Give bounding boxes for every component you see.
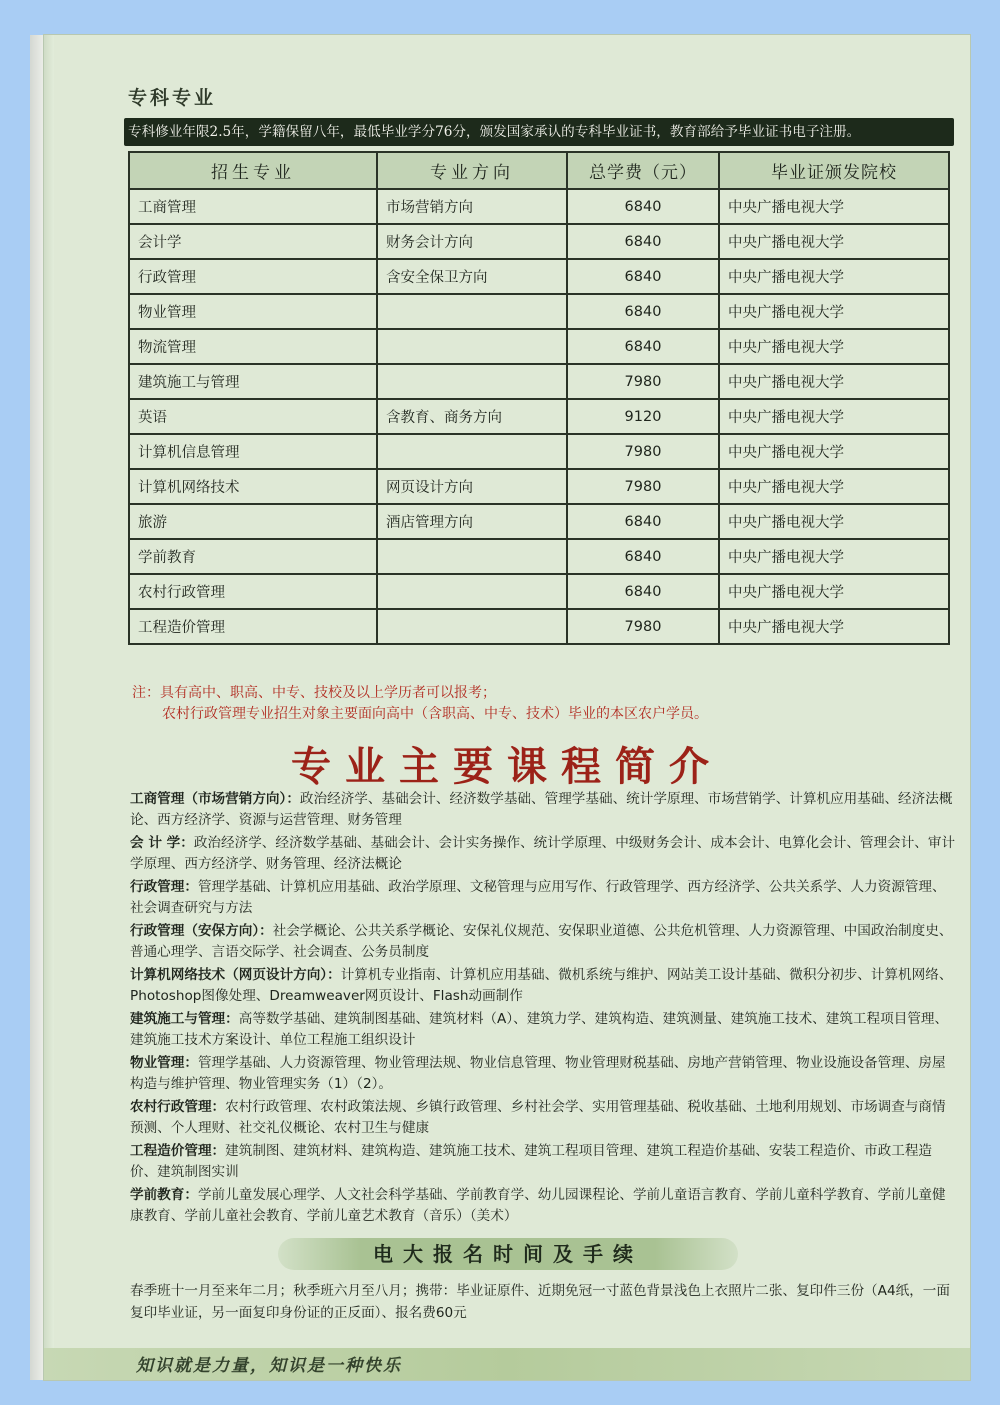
table-row xyxy=(129,609,949,644)
course-major-name: 工程造价管理： xyxy=(130,1143,226,1159)
page-edge-shadow xyxy=(44,35,54,1380)
note-line-1: 注：具有高中、职高、中专、技校及以上学历者可以报考； xyxy=(132,685,496,701)
major-cell: 物业管理 xyxy=(129,294,377,329)
direction-cell xyxy=(377,364,567,399)
tuition-cell: 7980 xyxy=(567,609,719,644)
registration-banner: 电大报名时间及手续 xyxy=(278,1238,738,1270)
issuer-cell: 中央广播电视大学 xyxy=(719,224,949,259)
issuer-cell: 中央广播电视大学 xyxy=(719,259,949,294)
direction-cell: 含教育、商务方向 xyxy=(377,399,567,434)
tuition-cell: 6840 xyxy=(567,294,719,329)
issuer-cell: 中央广播电视大学 xyxy=(719,399,949,434)
direction-cell: 酒店管理方向 xyxy=(377,504,567,539)
major-cell: 农村行政管理 xyxy=(129,574,377,609)
table-row xyxy=(129,364,949,399)
course-major-name: 会 计 学： xyxy=(130,835,194,851)
program-info-bar: 专科修业年限2.5年，学籍保留八年，最低毕业学分76分，颁发国家承认的专科毕业证书，教育部给予毕业证书电子注册。 xyxy=(124,118,954,146)
tuition-cell: 7980 xyxy=(567,364,719,399)
tuition-cell: 6840 xyxy=(567,329,719,364)
major-cell: 会计学 xyxy=(129,224,377,259)
course-item xyxy=(130,1141,958,1183)
header-major: 招生专业 xyxy=(129,152,377,189)
course-list xyxy=(130,789,958,1229)
table-row xyxy=(129,329,949,364)
tuition-cell: 6840 xyxy=(567,539,719,574)
issuer-cell: 中央广播电视大学 xyxy=(719,504,949,539)
course-major-name: 学前教育： xyxy=(130,1187,198,1203)
issuer-cell: 中央广播电视大学 xyxy=(719,329,949,364)
major-cell: 计算机信息管理 xyxy=(129,434,377,469)
direction-cell xyxy=(377,539,567,574)
course-item xyxy=(130,877,958,919)
enrollment-note xyxy=(132,683,952,725)
direction-cell: 财务会计方向 xyxy=(377,224,567,259)
major-cell: 工商管理 xyxy=(129,189,377,224)
course-major-name: 农村行政管理： xyxy=(130,1099,226,1115)
table-row xyxy=(129,504,949,539)
tuition-cell: 7980 xyxy=(567,434,719,469)
header-tuition: 总学费（元） xyxy=(567,152,719,189)
issuer-cell: 中央广播电视大学 xyxy=(719,189,949,224)
direction-cell xyxy=(377,434,567,469)
table-row xyxy=(129,434,949,469)
course-description: 建筑制图、建筑材料、建筑构造、建筑施工技术、建筑工程项目管理、建筑工程造价基础、安装工程造价、市政工程造价、建筑制图实训 xyxy=(130,1143,933,1180)
major-cell: 学前教育 xyxy=(129,539,377,574)
major-cell: 工程造价管理 xyxy=(129,609,377,644)
header-direction: 专业方向 xyxy=(377,152,567,189)
tuition-cell: 6840 xyxy=(567,224,719,259)
major-cell: 行政管理 xyxy=(129,259,377,294)
course-item xyxy=(130,965,958,1007)
issuer-cell: 中央广播电视大学 xyxy=(719,294,949,329)
direction-cell: 市场营销方向 xyxy=(377,189,567,224)
course-description: 政治经济学、经济数学基础、基础会计、会计实务操作、统计学原理、中级财务会计、成本会计、电算化会计、管理会计、审计学原理、西方经济学、财务管理、经济法概论 xyxy=(130,835,956,872)
majors-table xyxy=(128,151,950,645)
table-row xyxy=(129,469,949,504)
issuer-cell: 中央广播电视大学 xyxy=(719,364,949,399)
course-description: 社会学概论、公共关系学概论、安保礼仪规范、安保职业道德、公共危机管理、人力资源管理、中国政治制度史、普通心理学、言语交际学、社会调查、公务员制度 xyxy=(130,923,953,960)
course-major-name: 工商管理（市场营销方向）： xyxy=(130,791,300,807)
course-item xyxy=(130,921,958,963)
note-line-2: 农村行政管理专业招生对象主要面向高中（含职高、中专、技术）毕业的本区农户学员。 xyxy=(162,706,708,722)
direction-cell xyxy=(377,609,567,644)
tuition-cell: 6840 xyxy=(567,259,719,294)
table-row xyxy=(129,224,949,259)
course-description: 计算机专业指南、计算机应用基础、微机系统与维护、网站美工设计基础、微积分初步、计算机网络、Photoshop图像处理、Dreamweaver网页设计、Flash动画制作 xyxy=(130,967,953,1004)
table-row xyxy=(129,294,949,329)
direction-cell xyxy=(377,574,567,609)
course-item xyxy=(130,1185,958,1227)
course-description: 学前儿童发展心理学、人文社会科学基础、学前教育学、幼儿园课程论、学前儿童语言教育、学前儿童科学教育、学前儿童健康教育、学前儿童社会教育、学前儿童艺术教育（音乐）（美术） xyxy=(130,1187,946,1224)
direction-cell xyxy=(377,294,567,329)
header-issuer: 毕业证颁发院校 xyxy=(719,152,949,189)
page-stack-edge xyxy=(30,35,44,1380)
table-row xyxy=(129,539,949,574)
tuition-cell: 6840 xyxy=(567,189,719,224)
issuer-cell: 中央广播电视大学 xyxy=(719,574,949,609)
course-description: 管理学基础、计算机应用基础、政治学原理、文秘管理与应用写作、行政管理学、西方经济学、公共关系学、人力资源管理、社会调查研究与方法 xyxy=(130,879,946,916)
table-row xyxy=(129,259,949,294)
course-major-name: 行政管理： xyxy=(130,879,198,895)
course-item xyxy=(130,833,958,875)
brochure-page xyxy=(44,35,970,1380)
issuer-cell: 中央广播电视大学 xyxy=(719,609,949,644)
issuer-cell: 中央广播电视大学 xyxy=(719,434,949,469)
table-row xyxy=(129,189,949,224)
major-cell: 计算机网络技术 xyxy=(129,469,377,504)
tuition-cell: 6840 xyxy=(567,574,719,609)
major-cell: 物流管理 xyxy=(129,329,377,364)
course-item xyxy=(130,1009,958,1051)
registration-details: 春季班十一月至来年二月；秋季班六月至八月；携带：毕业证原件、近期免冠一寸蓝色背景浅色上衣照片二张、复印件三份（A4纸，一面复印毕业证，另一面复印身份证的正反面）、报名费60元 xyxy=(130,1283,950,1321)
tuition-cell: 9120 xyxy=(567,399,719,434)
course-item xyxy=(130,1053,958,1095)
footer-slogan: 知识就是力量，知识是一种快乐 xyxy=(136,1356,402,1376)
course-description: 管理学基础、人力资源管理、物业管理法规、物业信息管理、物业管理财税基础、房地产营销管理、物业设施设备管理、房屋构造与维护管理、物业管理实务（1）（2）。 xyxy=(130,1055,946,1092)
course-description: 政治经济学、基础会计、经济数学基础、管理学基础、统计学原理、市场营销学、计算机应用基础、经济法概论、西方经济学、资源与运营管理、财务管理 xyxy=(130,791,953,828)
course-item xyxy=(130,1097,958,1139)
table-header-row xyxy=(129,152,949,189)
course-major-name: 计算机网络技术（网页设计方向）： xyxy=(130,967,341,983)
course-major-name: 行政管理（安保方向）： xyxy=(130,923,273,939)
course-major-name: 物业管理： xyxy=(130,1055,198,1071)
course-description: 农村行政管理、农村政策法规、乡镇行政管理、乡村社会学、实用管理基础、税收基础、土地利用规划、市场调查与商情预测、个人理财、社交礼仪概论、农村卫生与健康 xyxy=(130,1099,946,1136)
direction-cell: 网页设计方向 xyxy=(377,469,567,504)
direction-cell: 含安全保卫方向 xyxy=(377,259,567,294)
issuer-cell: 中央广播电视大学 xyxy=(719,469,949,504)
major-cell: 建筑施工与管理 xyxy=(129,364,377,399)
major-cell: 旅游 xyxy=(129,504,377,539)
section-heading: 专科专业 xyxy=(128,87,217,109)
course-major-name: 建筑施工与管理： xyxy=(130,1011,239,1027)
course-item xyxy=(130,789,958,831)
table-row xyxy=(129,399,949,434)
tuition-cell: 6840 xyxy=(567,504,719,539)
table-row xyxy=(129,574,949,609)
major-cell: 英语 xyxy=(129,399,377,434)
course-intro-title: 专业主要课程简介 xyxy=(291,743,723,790)
direction-cell xyxy=(377,329,567,364)
course-description: 高等数学基础、建筑制图基础、建筑材料（A）、建筑力学、建筑构造、建筑测量、建筑施工技术、建筑工程项目管理、建筑施工技术方案设计、单位工程施工组织设计 xyxy=(130,1011,949,1048)
tuition-cell: 7980 xyxy=(567,469,719,504)
issuer-cell: 中央广播电视大学 xyxy=(719,539,949,574)
